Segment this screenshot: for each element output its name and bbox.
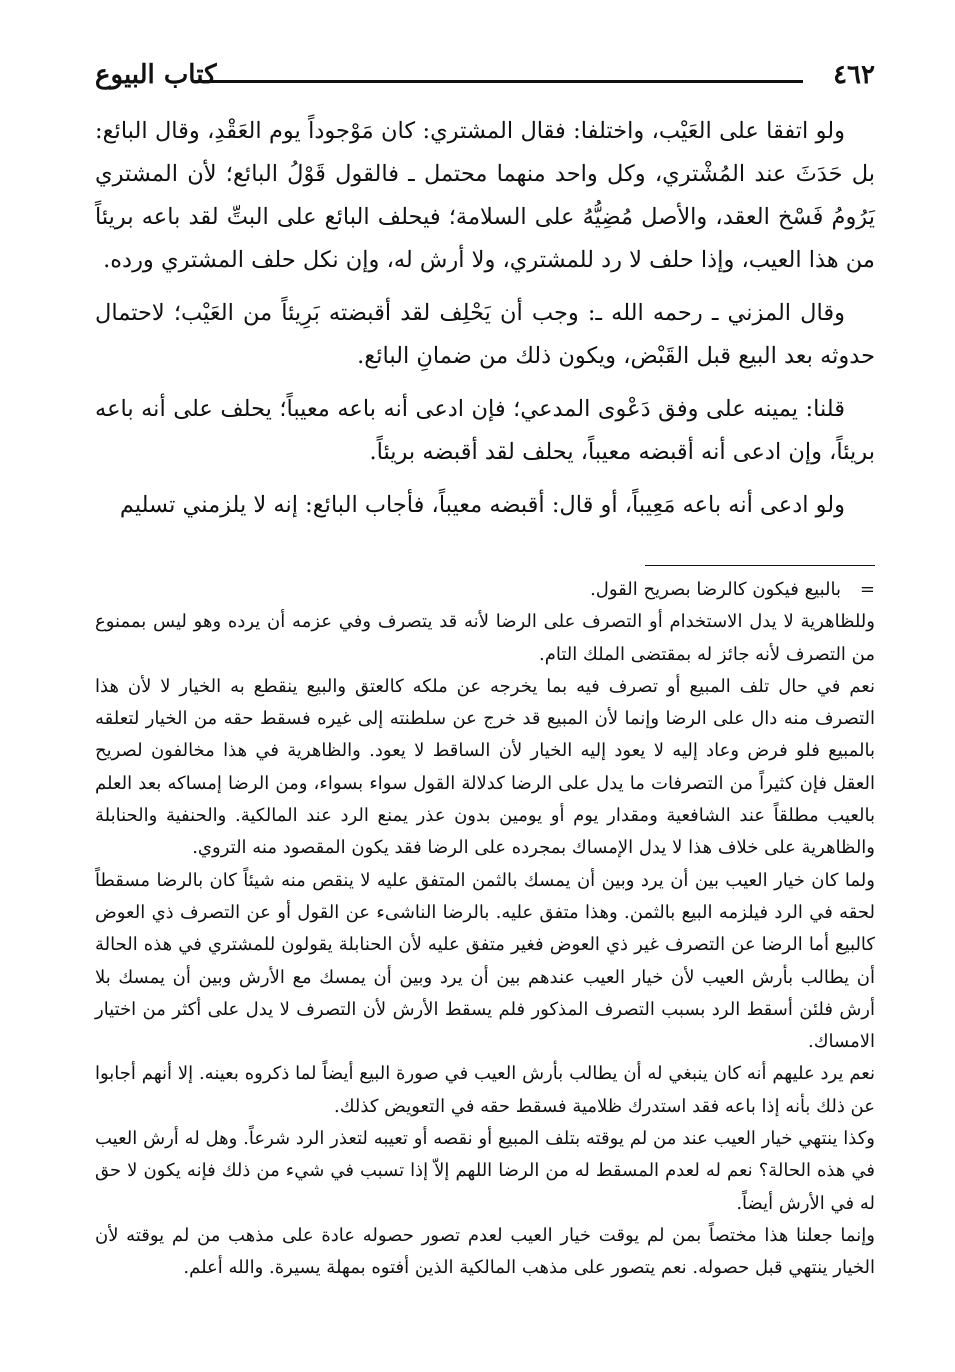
page-header [95,60,875,100]
paragraph: ولو اتفقا على العَيْب، واختلفا: فقال المشتري: كان مَوْجوداً يوم العَقْدِ، وقال البائع: بل حَدَثَ عند المُشْتري، وكل واحد منهما محتمل ـ فالقول قَوْلُ البائع؛ لأن المشتري يَرُومُ فَسْخ العقد، والأصل مُضِيُّهُ على السلامة؛ فيحلف البائع على البتِّ لقد باعه بريئاً من هذا العيب، وإذا حلف لا رد للمشتري، ولا أرش له، وإن نكل حلف المشتري ورده. [95,118,875,273]
footnote-paragraph: وللظاهرية لا يدل الاستخدام أو التصرف على الرضا لأنه قد يتصرف وفي عزمه أن يرده وهو ليس بممنوع من التصرف لأنه جائز له بمقتضى الملك التام. [95,611,875,665]
paragraph: ولو ادعى أنه باعه مَعِيباً، أو قال: أقبضه معيباً، فأجاب البائع: إنه لا يلزمني تسليم [119,492,845,518]
footnote-paragraph: ولما كان خيار العيب بين أن يرد وبين أن يمسك بالثمن المتفق عليه لا ينقص منه شيئاً كان بالرضا مسقطاً لحقه في الرد فيلزمه البيع بالثمن. وهذا متفق عليه. بالرضا الناشىء عن القول أو عن التصرف ذي العوض كالبيع أما الرضا عن التصرف غير ذي العوض فغير متفق عليه لأن الحنابلة يقولون للمشتري في هذه الحالة أن يطالب بأرش العيب لأن خيار العيب عندهم بين أن يرد وبين أن يمسك مع الأرش وبين أن يمسك بلا أرش فلئن أسقط الرد بسبب التصرف المذكور فلم يسقط الأرش لأن التصرف لا يدل على أكثر من اختيار الامساك. [95,869,875,1053]
footnote-paragraph: وكذا ينتهي خيار العيب عند من لم يوقته بتلف المبيع أو نقصه أو تعيبه لتعذر الرد شرعاً. وهل له أرش العيب في هذه الحالة؟ نعم له لعدم المسقط له من الرضا اللهم إلاّ إذا تسبب في شيء من ذلك فإنه يكون لا حق له في الأرش أيضاً. [95,1128,875,1214]
paragraph: وقال المزني ـ رحمه الله ـ: وجب أن يَحْلِف لقد أقبضته بَرِيئاً من العَيْب؛ لاحتمال حدوثه بعد البيع قبل القَبْض، ويكون ذلك من ضمانِ البائع. [95,300,875,369]
book-title: كتاب البيوع [95,60,217,90]
header-rule [195,80,803,83]
footnote-paragraph: نعم يرد عليهم أنه كان ينبغي له أن يطالب بأرش العيب في صورة البيع أيضاً لما ذكروه بعينه. إلا أنهم أجابوا عن ذلك بأنه إذا باعه فقد استدرك ظلامية فسقط حقه في التعويض كذلك. [95,1063,876,1117]
footnote-paragraph: وإنما جعلنا هذا مختصاً بمن لم يوقت خيار العيب لعدم تصور حصوله عادة على مذهب من لم يوقته لأن الخيار ينتهي قبل حصوله. نعم يتصور على مذهب المالكية الذين أفتوه بمهلة يسيرة. والله أعلم. [95,1224,875,1279]
footnotes [95,574,875,1285]
paragraph: قلنا: يمينه على وفق دَعْوى المدعي؛ فإن ادعى أنه باعه معيباً؛ يحلف على أنه باعه بريئاً، وإن ادعى أنه أقبضه معيباً، يحلف لقد أقبضه بريئاً. [95,396,875,465]
page-number: ٤٦٢ [833,60,875,90]
footnote-separator [645,565,875,566]
footnote-paragraph [95,574,875,606]
footnote-paragraph: نعم في حال تلف المبيع أو تصرف فيه بما يخرجه عن ملكه كالعتق والبيع ينقطع به الخيار لا لأن هذا التصرف منه دال على الرضا وإنما لأن المبيع قد خرج عن سلطنته إلى غيره فسقط حقه من الخيار لتعلقه بالمبيع فلو فرض وعاد إليه لا يعود إليه الخيار لأن الساقط لا يعود. والظاهرية في هذا مخالفون لصريح العقل فإن كثيراً من التصرفات ما يدل على الرضا كدلالة القول سواء بسواء، ومن الرضا إمساكه بعد العلم بالعيب مطلقاً عند الشافعية ومقدار يوم أو يومين بدون عذر يمنع الرد عند المالكية. والحنفية والحنابلة والظاهرية على خلاف هذا لا يدل الإمساك بمجرده على الرضا فقد يكون المقصود منه التروي. [95,675,875,859]
footnote-continuation-mark: = [859,579,875,600]
footnote-text: بالبيع فيكون كالرضا بصريح القول. [590,579,841,600]
main-text [95,110,875,537]
